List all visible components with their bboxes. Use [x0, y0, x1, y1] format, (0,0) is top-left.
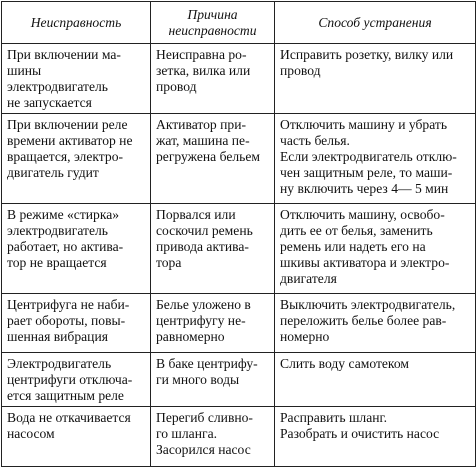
cause-cell: Активатор при- жат, машина пе- регружена бельем: [151, 114, 275, 204]
fault-cell: Электродвигатель центрифуги отключа- ется защитным реле: [2, 353, 151, 407]
table-row: [2, 353, 476, 407]
fault-cell: В режиме «стирка» электродвигатель работает, но актива- тор не вращается: [2, 204, 151, 294]
fault-cell: Центрифуга не наби- рает обороты, повы- шенная вибрация: [2, 294, 151, 353]
remedy-cell: Отключить машину, освобо- дить ее от белья, заменить ремень или надеть его на шкивы активатора и электро- двигателя: [275, 204, 476, 294]
remedy-cell: Расправить шланг. Разобрать и очистить насос: [275, 407, 476, 467]
table-row: [2, 44, 476, 114]
cause-cell: Перегиб сливно- го шланга. Засорился насос: [151, 407, 275, 467]
troubleshooting-table: [1, 1, 476, 467]
fault-cell: При включении реле времени активатор не вращается, электро- двигатель гудит: [2, 114, 151, 204]
cause-cell: Неисправна ро- зетка, вилка или провод: [151, 44, 275, 114]
table-row: [2, 407, 476, 467]
table-row: [2, 204, 476, 294]
cause-cell: Порвался или соскочил ремень привода актива- тора: [151, 204, 275, 294]
header-row: [2, 2, 476, 44]
table-row: [2, 294, 476, 353]
header-fault: Неисправность: [2, 2, 151, 44]
remedy-cell: Отключить машину и убрать часть белья. Если электродвигатель отклю- чен защитным реле, то маши- ну включить через 4— 5 мин: [275, 114, 476, 204]
cause-cell: Белье уложено в центрифугу не- равномерно: [151, 294, 275, 353]
cause-cell: В баке центрифу- ги много воды: [151, 353, 275, 407]
remedy-cell: Выключить электродвигатель, переложить белье более рав- номерно: [275, 294, 476, 353]
fault-cell: При включении ма- шины электродвигатель не запускается: [2, 44, 151, 114]
table-row: [2, 114, 476, 204]
header-remedy: Способ устранения: [275, 2, 476, 44]
fault-cell: Вода не откачивается насосом: [2, 407, 151, 467]
remedy-cell: Исправить розетку, вилку или провод: [275, 44, 476, 114]
header-cause: Причина неисправности: [151, 2, 275, 44]
remedy-cell: Слить воду самотеком: [275, 353, 476, 407]
